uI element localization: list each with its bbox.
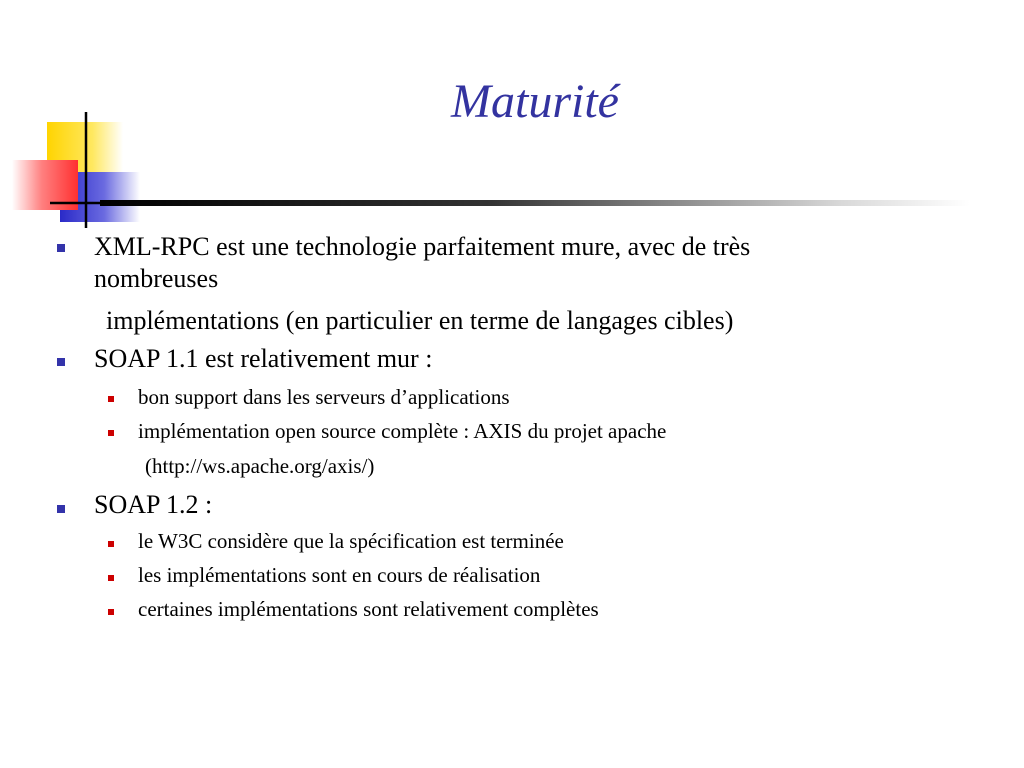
sub-bullet-square-icon: [108, 575, 114, 581]
sub-bullet-square-icon: [108, 396, 114, 402]
bullet-square-icon: [57, 358, 65, 366]
bullet-2-sub-2-line-2: (http://ws.apache.org/axis/): [145, 454, 375, 478]
bullet-3-sub-1: le W3C considère que la spécification est terminée: [138, 529, 564, 553]
bullet-square-icon: [57, 244, 65, 252]
bullet-1-line-1: XML-RPC est une technologie parfaitement mure, avec de très: [94, 232, 751, 261]
bullet-square-icon: [57, 505, 65, 513]
bullet-1-line-2: nombreuses: [94, 264, 219, 293]
bullet-2-label: SOAP 1.1 est relativement mur :: [94, 344, 433, 373]
bullet-3-label: SOAP 1.2 :: [94, 490, 213, 519]
slide-title: Maturité: [451, 75, 619, 128]
sub-bullet-square-icon: [108, 430, 114, 436]
bullet-2-sub-2-line-1: implémentation open source complète : AXIS du projet apache: [138, 419, 667, 443]
sub-bullet-square-icon: [108, 541, 114, 547]
bullet-3-sub-2: les implémentations sont en cours de réalisation: [138, 563, 541, 587]
sub-bullet-square-icon: [108, 609, 114, 615]
bullet-3-sub-3: certaines implémentations sont relativement complètes: [138, 597, 599, 621]
bullet-2-sub-1: bon support dans les serveurs d’applications: [138, 385, 510, 409]
title-divider: [100, 200, 970, 206]
bullet-1-line-3: implémentations (en particulier en terme de langages cibles): [106, 306, 734, 335]
